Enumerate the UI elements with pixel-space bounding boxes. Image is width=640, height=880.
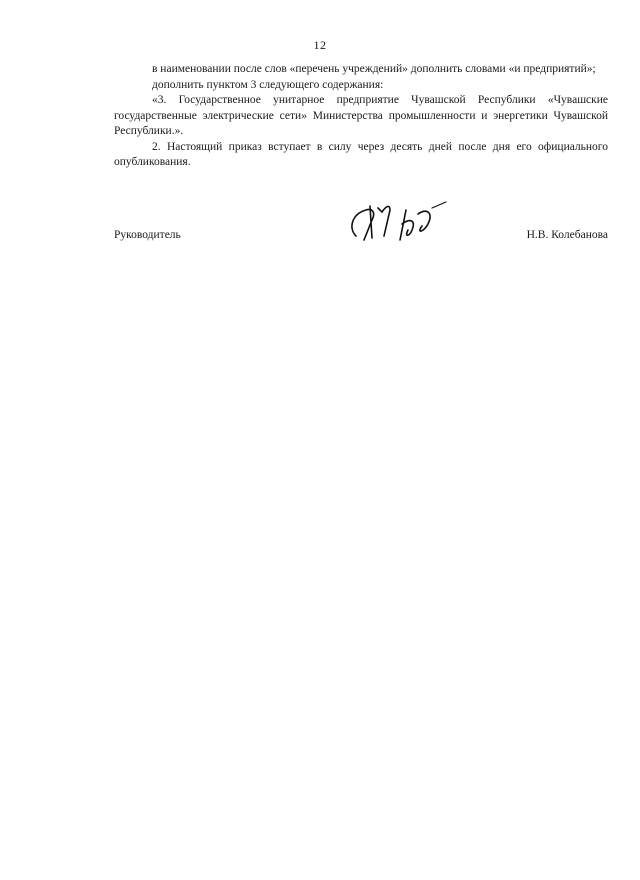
paragraph-add-item: дополнить пунктом 3 следующего содержания: <box>152 78 384 91</box>
paragraph-title-amendment: в наименовании после слов «перечень учреждений» дополнить словами «и предприятий»; <box>152 63 596 75</box>
page-number: 12 <box>313 38 327 52</box>
signer-name: Н.В. Колебанова <box>526 229 608 241</box>
signer-title: Руководитель <box>114 229 181 241</box>
paragraph-effective-date: 2. Настоящий приказ вступает в силу через десять дней после дня его официального опубликования. <box>114 140 608 168</box>
paragraph-item-3: «3. Государственное унитарное предприятие Чувашской Республики «Чувашские государственные электрические сети» Министерства промышленности и энергетики Чувашской Республики.». <box>114 94 608 137</box>
signature-block <box>114 200 608 250</box>
document-body <box>114 62 608 171</box>
handwritten-signature <box>342 200 462 248</box>
